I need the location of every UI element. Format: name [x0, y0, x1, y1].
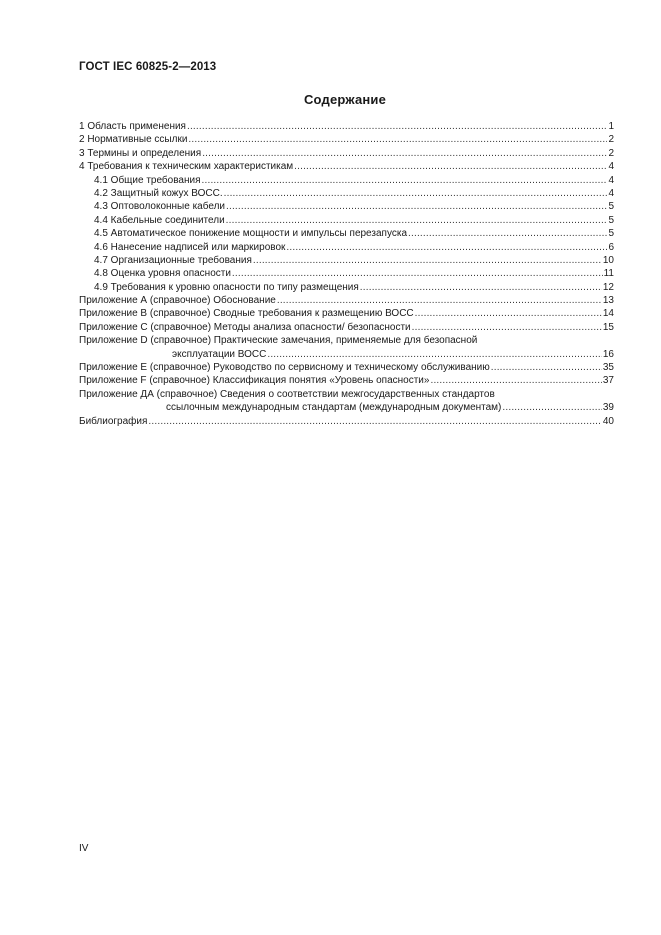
toc-entry-text: 4.3 Оптоволоконные кабели — [94, 201, 225, 213]
toc-entry-page: 2 — [608, 147, 614, 159]
toc-subentry[interactable] — [79, 214, 614, 227]
toc-entry[interactable] — [79, 120, 614, 133]
toc-entry-continuation[interactable] — [79, 348, 614, 361]
toc-entry-text: Приложение ДА (справочное) Сведения о соответствии межгосударственных стандартов — [79, 388, 495, 400]
toc-leader-dots — [294, 160, 607, 173]
toc-entry-page: 5 — [608, 228, 614, 240]
toc-leader-dots — [415, 307, 602, 320]
toc-subentry[interactable] — [79, 267, 614, 280]
toc-entry-page: 14 — [602, 308, 614, 320]
toc-entry[interactable] — [79, 133, 614, 146]
toc-leader-dots — [286, 241, 607, 254]
toc-entry-text: 4.7 Организационные требования — [94, 254, 252, 266]
toc-leader-dots — [502, 401, 601, 414]
page-number: IV — [79, 843, 89, 854]
toc-appendix-entry[interactable] — [79, 388, 614, 401]
toc-leader-dots — [224, 187, 608, 200]
toc-leader-dots — [188, 133, 607, 146]
toc-entry-text: 4.1 Общие требования — [94, 174, 201, 186]
toc-entry-page: 16 — [602, 348, 614, 360]
toc-appendix-entry[interactable] — [79, 321, 614, 334]
toc-appendix-entry[interactable] — [79, 334, 614, 347]
toc-leader-dots — [491, 361, 602, 374]
toc-title: Содержание — [303, 92, 387, 107]
toc-entry-page: 1 — [608, 121, 614, 132]
toc-entry-text: 4.8 Оценка уровня опасности — [94, 268, 231, 280]
toc-subentry[interactable] — [79, 187, 614, 200]
toc-entry-page: 10 — [602, 254, 614, 266]
toc-subentry[interactable] — [79, 174, 614, 187]
toc-appendix-entry[interactable] — [79, 361, 614, 374]
toc-entry-page: 4 — [608, 161, 614, 173]
toc-leader-dots — [267, 348, 602, 361]
toc-leader-dots — [277, 294, 602, 307]
toc-entry-page: 15 — [602, 321, 614, 333]
toc-subentry[interactable] — [79, 200, 614, 213]
toc-entry-page: 40 — [602, 415, 614, 427]
toc-entry-text: Приложение А (справочное) Обоснование — [79, 295, 276, 307]
toc-leader-dots — [187, 120, 607, 133]
toc-leader-dots — [408, 227, 607, 240]
toc-entry-page: 2 — [608, 134, 614, 146]
toc-leader-dots — [226, 214, 608, 227]
toc-leader-dots — [232, 267, 603, 280]
document-code: ГОСТ IEC 60825-2—2013 — [79, 61, 217, 73]
toc-subentry[interactable] — [79, 281, 614, 294]
toc-entry-text: Приложение Е (справочное) Руководство по сервисному и техническому обслуживанию — [79, 362, 490, 374]
toc-leader-dots — [226, 200, 607, 213]
toc-appendix-entry[interactable] — [79, 294, 614, 307]
toc-entry-page: 5 — [608, 201, 614, 213]
toc-subentry[interactable] — [79, 241, 614, 254]
toc-appendix-entry[interactable] — [79, 307, 614, 320]
toc-entry-text: 2 Нормативные ссылки — [79, 134, 188, 146]
toc-entry-text: 1 Область применения — [79, 121, 186, 132]
table-of-contents — [79, 120, 614, 428]
toc-entry-page: 4 — [608, 187, 614, 199]
toc-entry-text: 4.5 Автоматическое понижение мощности и импульсы перезапуска — [94, 228, 408, 240]
toc-entry-page: 37 — [602, 375, 614, 387]
toc-entry-text: 4.6 Нанесение надписей или маркировок — [94, 241, 286, 253]
toc-leader-dots — [148, 415, 601, 428]
toc-entry-text: ссылочным международным стандартам (международным документам) — [166, 402, 502, 414]
toc-entry-text: 4.2 Защитный кожух ВОСС. — [94, 187, 223, 199]
toc-entry-text: Приложение В (справочное) Сводные требования к размещению ВОСС — [79, 308, 414, 320]
toc-leader-dots — [412, 321, 602, 334]
toc-entry-page: 35 — [602, 362, 614, 374]
toc-entry-text: Приложение D (справочное) Практические замечания, применяемые для безопасной — [79, 335, 478, 347]
toc-entry-page: 12 — [602, 281, 614, 293]
toc-entry[interactable] — [79, 147, 614, 160]
toc-entry-text: 3 Термины и определения — [79, 147, 202, 159]
toc-entry[interactable] — [79, 415, 614, 428]
toc-entry-page: 4 — [608, 174, 614, 186]
toc-subentry[interactable] — [79, 227, 614, 240]
toc-entry-page: 11 — [603, 268, 614, 280]
toc-entry-text: 4.4 Кабельные соединители — [94, 214, 225, 226]
toc-entry-page: 5 — [608, 214, 614, 226]
toc-leader-dots — [202, 174, 608, 187]
toc-entry-text: Библиография — [79, 415, 148, 427]
toc-entry-page: 13 — [602, 295, 614, 307]
toc-subentry[interactable] — [79, 254, 614, 267]
toc-appendix-entry[interactable] — [79, 374, 614, 387]
toc-leader-dots — [360, 281, 602, 294]
toc-entry-text: Приложение F (справочное) Классификация понятия «Уровень опасности» — [79, 375, 430, 387]
toc-leader-dots — [430, 374, 601, 387]
toc-entry-continuation[interactable] — [79, 401, 614, 414]
toc-entry-page: 39 — [602, 402, 614, 414]
toc-entry-text: 4.9 Требования к уровню опасности по типу размещения — [94, 281, 359, 293]
toc-entry-text: Приложение С (справочное) Методы анализа опасности/ безопасности — [79, 321, 411, 333]
toc-entry[interactable] — [79, 160, 614, 173]
toc-entry-text: 4 Требования к техническим характеристикам — [79, 161, 294, 173]
toc-leader-dots — [253, 254, 602, 267]
toc-entry-text: эксплуатации ВОСС — [172, 348, 267, 360]
toc-leader-dots — [202, 147, 607, 160]
toc-entry-page: 6 — [608, 241, 614, 253]
